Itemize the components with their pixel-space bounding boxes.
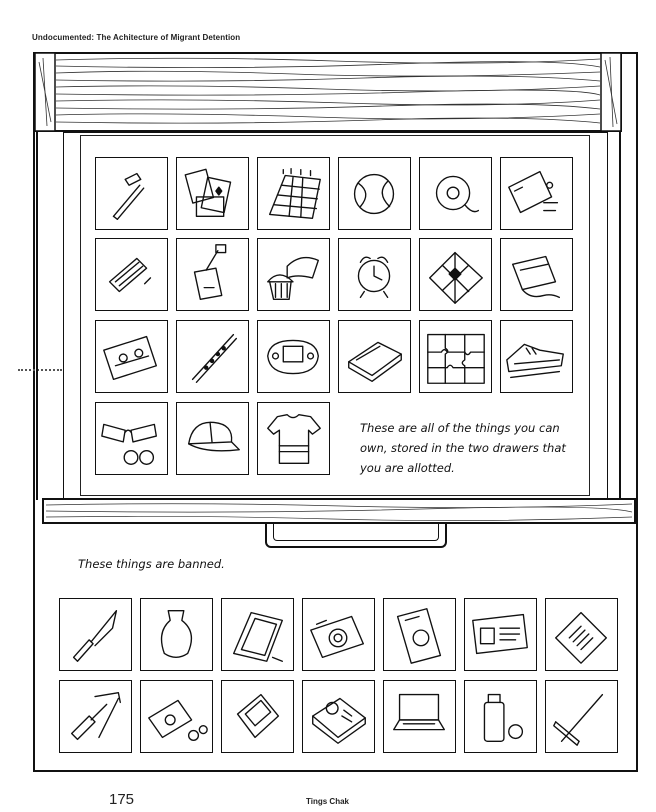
handheld-game-icon — [257, 320, 330, 393]
dotted-leader — [18, 369, 62, 371]
yoyo-icon — [419, 157, 492, 230]
laptop-icon — [383, 680, 456, 753]
drawer-handle — [265, 522, 447, 548]
bread-and-cupcake-icon — [257, 238, 330, 311]
banned-title: These things are banned. — [78, 557, 225, 571]
magazine-icon — [302, 680, 375, 753]
chess-board-icon — [257, 157, 330, 230]
wood-shelf-bottom — [42, 498, 636, 524]
footer-author: Tings Chak — [306, 797, 349, 806]
phone-card-icon — [500, 157, 573, 230]
wallet-and-chain-icon — [500, 238, 573, 311]
jigsaw-puzzle-icon — [419, 320, 492, 393]
cap-icon — [176, 402, 249, 475]
knife-icon — [59, 598, 132, 671]
pencil-and-eraser-icon — [95, 157, 168, 230]
drawer-caption: These are all of the things you can own, stored in the two drawers that you are allotted. — [360, 421, 566, 475]
side-line-left — [36, 132, 38, 500]
vase-icon — [140, 598, 213, 671]
spray-can-icon — [464, 680, 537, 753]
razor-icon — [545, 680, 618, 753]
playing-cards-icon — [176, 157, 249, 230]
harmonica-icon — [95, 238, 168, 311]
wood-shelf-top — [34, 52, 622, 132]
t-shirt-icon — [257, 402, 330, 475]
mirror-icon — [221, 598, 294, 671]
quilt-icon — [419, 238, 492, 311]
sneakers-icon — [500, 320, 573, 393]
tennis-ball-icon — [338, 157, 411, 230]
mobile-phone-icon — [221, 680, 294, 753]
id-card-icon — [464, 598, 537, 671]
camera-icon — [302, 598, 375, 671]
matchbook-icon — [545, 598, 618, 671]
page-number: 175 — [109, 791, 135, 808]
screwdriver-and-hammer-icon — [59, 680, 132, 753]
book-icon — [338, 320, 411, 393]
running-head: Undocumented: The Achitecture of Migrant Detention — [32, 33, 241, 42]
passport-icon — [383, 598, 456, 671]
alarm-clock-icon — [338, 238, 411, 311]
cassette-tape-icon — [95, 320, 168, 393]
side-line-right — [619, 132, 621, 500]
glasses-and-contacts-icon — [95, 402, 168, 475]
recorder-flute-icon — [176, 320, 249, 393]
tea-bag-icon — [176, 238, 249, 311]
money-and-coins-icon — [140, 680, 213, 753]
